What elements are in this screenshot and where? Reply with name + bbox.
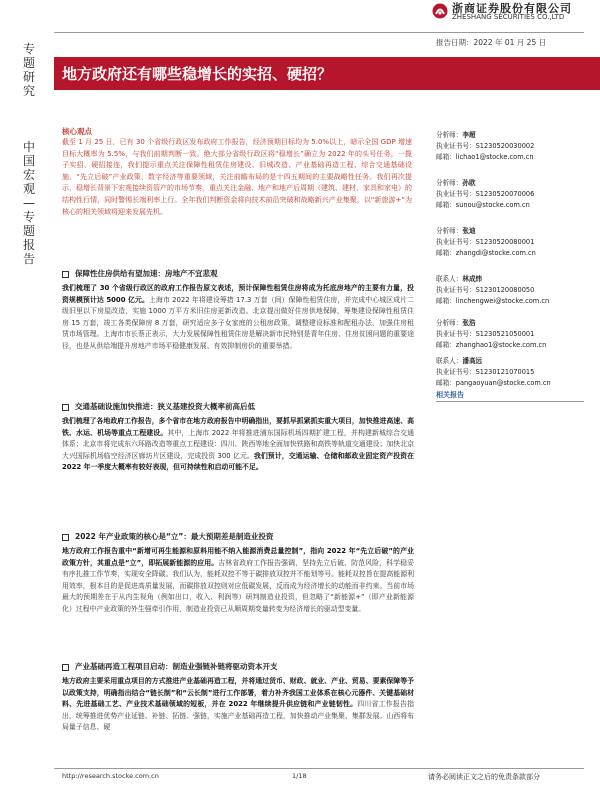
section-heading-industry-policy: 2022 年产业政策的核心是“立”：最大预期差是制造业投资 (62, 531, 273, 542)
footer-disclaimer: 请务必阅读正文之后的免责条款部分 (428, 773, 540, 781)
analyst-email[interactable]: linchengwei@stocke.com.cn (455, 297, 550, 305)
section-body-housing: 我们梳理了 30 个省级行政区的政府工作报告原文表述，预计保障性租赁住房将成为托底房地产的主要有力量，投资规模预计达 5000 亿元。上海市 2022 年将建设筹措 17.3 万套（间）保障性租赁住房，并完成中心城区成片二级旧里以下房屋改造，实施 1000 万平方米旧住房更新改造。北京提出做好住房供地保障，筹集建设保障性租赁住房 15 万套，竣工各类保障房 8 万套，研究适应多子女家庭的公租房政策，调整建设标准和配租办法，加强住房租赁市场管理。上海市市长萘正表示，大力发展保障性租赁住房是解决新市民特别是青年住房、住房贫困问题的重要途径，也是从供给端提升房地产市场平稳健康发展、有效抑制房价的重要举措。 (62, 284, 414, 350)
company-name-en: ZHESHANG SECURITIES CO.,LTD (452, 13, 565, 21)
checkbox-bullet-icon (62, 404, 69, 411)
section-body-industry-policy: 地方政府工作报告重中“新增可再生能源和原料用能不纳入能源消费总量控制”，指向 2022 年“先立后破”的产业政策方针，其重点是“立”，即拓展新能源的应用。吉林省政府工作报告强调，坚持先立后破、防范风险，科学稳妥有序扎推工作节奏，实现安全降碳。我们认为，能耗双控不等于碳排放双控并不能划等号。能耗双控旨在提高能源利用效率，根本目的是促进高质量发展，而碳排放双控则对应低碳发展，反而成为经济增长的动能而非约束。当前市场最大的预期差在于从内生视角（例如出口，收入、利润等）研判制造业投资，但忽略了“新能源+”（即产业新能源化）过程中产业政策的外生强牵引作用，制造业投资已从顺周期变量转变为经济增长的驱动型变量。 (62, 547, 414, 613)
checkbox-bullet-icon (62, 664, 69, 671)
checkbox-bullet-icon (62, 271, 69, 278)
analyst-email[interactable]: zhanghao1@stocke.com.cn (455, 341, 547, 349)
related-reports-heading: 相关报告 (436, 391, 464, 399)
analyst-card: 分析师：张迪 执业证书号：S1230520080001 邮箱：zhangdi@stocke.com.cn (436, 227, 536, 257)
section-body-transport: 我们梳理了各地政府工作报告，多个省市在地方政府报告中明确指出，要抓早抓紧抓实重大项目，加快推进高速、高铁、水运、机场等重点工程建设。其中，上海市 2022 年将推进浦东国际机场四期扩建工程，并构建新城综合交通体系；北京市将完成东六环路改造等重点工程建设：四川、陕西等地全面加快铁路和高铁等轨道交通建设；加快北京大兴国际机场临空经济区廊坊片区建设，完成投资 300 亿元。我们预计，交通运输、仓储和邮政业固定资产投资在 2022 年一季度大概率有较好表现，但可持续性和启动可能不足。 (62, 417, 415, 472)
section-heading-industrial-base: 产业基础再造工程项目启动：制造业强链补链将驱动资本开支 (62, 661, 278, 672)
report-title: 地方政府还有哪些稳增长的实招、硬招？ (62, 65, 333, 83)
zheshang-logo-icon (432, 3, 448, 19)
related-divider (436, 401, 584, 402)
sidebar-label-report-type: 中国宏观—专题报告 (22, 140, 35, 266)
core-view-text: 截至 1 月 25 日，已有 30 个省级行政区发布政府工作报告，经济预期目标均为 5.0%以上，暗示全国 GDP 增速目标大概率为 5.5%，与我们前期判断一致。绝大部分省级行政区将“稳增长”确立为 2022 年的头号任务，一揽子实招、硬招接连，我们提示重点关注保障性租赁住房建设、旧城改造、产业基础再造工程、综合交通基础设施、“先立后破”产业政策、数字经济等重要领域，关注前瞻布局的是十四五期间的主要战略性任务。我们再次提示，稳增长背景下宏观接续资管产的市场节奏，重点关注金融、地产和地产后周期（建筑、建材、家具和家电）的结构性行情，同时警惕长端利率上行。全年我们判断资金将向技术前沿突破和战略新兴产业集聚，以“新旅游+”为核心的相关领域将迎来发展先机。 (62, 138, 412, 216)
footer-divider (54, 768, 584, 769)
core-view-heading: 核心观点 (62, 127, 92, 136)
analyst-email[interactable]: zhangdi@stocke.com.cn (455, 249, 536, 257)
analyst-card: 分析师：张浩 执业证书号：S1230521050001 邮箱：zhanghao1@stocke.com.cn (436, 319, 547, 349)
company-name-cn: 浙商证券股份有限公司 (452, 2, 572, 15)
report-date: 报告日期：2022 年 01 月 25 日 (436, 38, 547, 47)
contact-card: 联系人：潘高远 执业证书号：S1230121070015 邮箱：pangaoyuan@stocke.com.cn (436, 357, 551, 387)
sidebar-label-topic: 专题研究 (22, 42, 35, 98)
analyst-email[interactable]: sunou@stocke.com.cn (455, 201, 530, 209)
footer-url-link[interactable]: http://research.stocke.com.cn (62, 772, 159, 780)
header-divider (54, 32, 584, 33)
page-number: 1/18 (292, 772, 307, 780)
checkbox-bullet-icon (62, 534, 69, 541)
section-heading-housing: 保障性住房供给有望加速：房地产不宜悲观 (62, 268, 218, 279)
section-body-industrial-base: 地方政府主要采用重点项目的方式推进产业基础再造工程，并将通过货币、财政、就业、产业、贸易、要素保障等予以政策支持，明确指出结合“链长制”和“云长制”进行工作部署，着力补齐我国工业体系在核心元器件、关键基础材料、先进基础工艺、产业技术基础领域的短板，并在 2022 年继续提升供应链和产业链韧性。四川省工作报告指出，统筹推进优势产业延链、补链、拓链、强链，实施产业基础再造工程，加快推动产业集聚、集群发展。山西将布局量子信息、硬 (62, 677, 414, 732)
analyst-card: 分析师：李超 执业证书号：S1230520030002 邮箱：lichao1@stocke.com.cn (436, 131, 535, 161)
analyst-card: 分析师：孙欧 执业证书号：S1230520070006 邮箱：sunou@stocke.com.cn (436, 179, 535, 209)
analyst-email[interactable]: pangaoyuan@stocke.com.cn (455, 379, 551, 387)
analyst-email[interactable]: lichao1@stocke.com.cn (455, 153, 534, 161)
contact-card: 联系人：林成炜 执业证书号：S1230120080050 邮箱：linchengwei@stocke.com.cn (436, 275, 550, 305)
section-heading-transport: 交通基础设施加快推进：狭义基建投资大概率前高后低 (62, 401, 255, 412)
